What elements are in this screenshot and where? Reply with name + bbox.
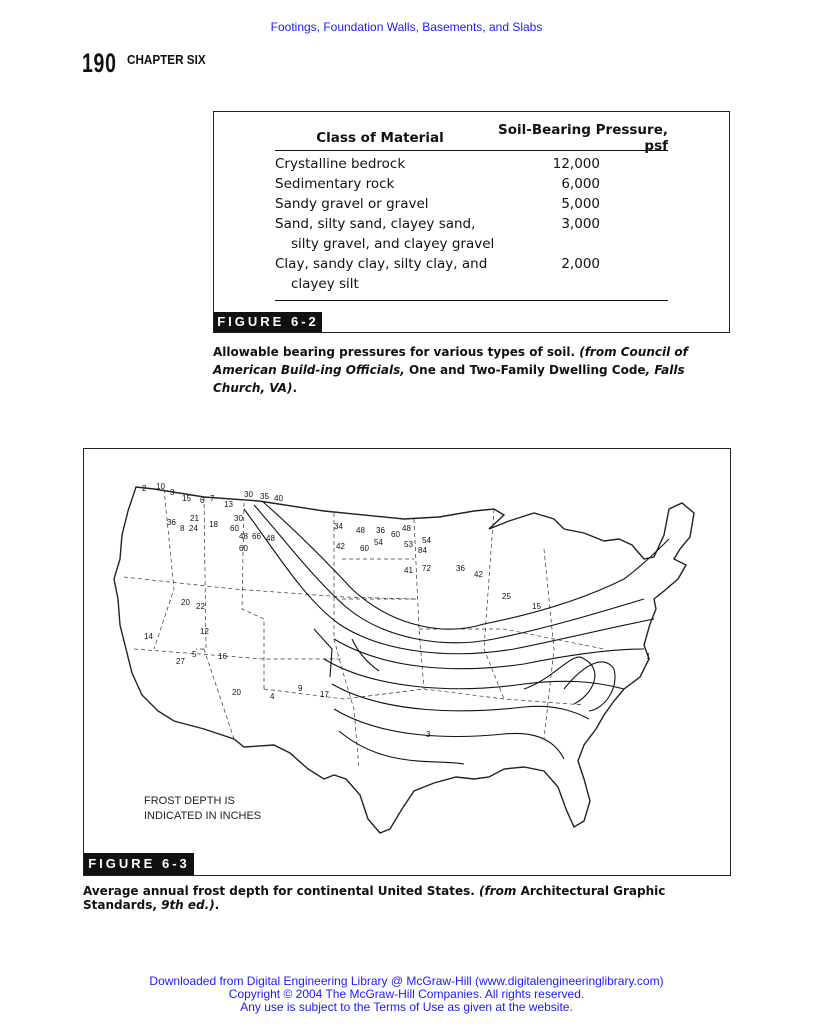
column-header-material: Class of Material [316,130,444,146]
material-text: Clay, sandy clay, silty clay, and [275,256,488,272]
depth-label: 4 [270,692,275,701]
depth-label: 9 [298,684,303,693]
table-row [275,214,668,254]
depth-label: 41 [404,566,413,575]
pressure-cell: 3,000 [561,216,600,232]
pressure-cell: 2,000 [561,256,600,272]
figure-6-3-box [83,448,731,876]
depth-label: 66 [252,532,261,541]
material-cell [275,174,505,194]
caption-lead: Allowable bearing pressures for various types of soil. [213,345,580,359]
material-text-continued: clayey silt [291,276,359,292]
depth-label: 20 [181,598,190,607]
depth-label: 60 [360,544,369,553]
material-cell [275,214,505,254]
depth-label: 5 [192,650,197,659]
footer-terms[interactable]: Any use is subject to the Terms of Use as given at the website. [240,1000,573,1014]
depth-label: 14 [144,632,153,641]
depth-label: 48 [356,526,365,535]
depth-label: 72 [422,564,431,573]
depth-label: 60 [391,530,400,539]
footer [0,975,813,1014]
depth-label: 60 [239,544,248,553]
caption-lead: Average annual frost depth for continental United States. [83,884,480,898]
depth-label: 16 [218,652,227,661]
depth-label: 22 [196,602,205,611]
map-note-line: FROST DEPTH IS [144,795,235,807]
material-text-continued: silty gravel, and clayey gravel [291,236,495,252]
chapter-title: CHAPTER SIX [127,52,206,67]
figure-6-3-caption [83,884,743,912]
depth-label: 60 [230,524,239,533]
depth-label: 36 [376,526,385,535]
figure-6-2-caption [213,343,733,397]
depth-label: 54 [374,538,383,547]
depth-label: 1 [646,652,651,661]
pressure-cell: 12,000 [552,156,600,172]
footer-copyright: Copyright © 2004 The McGraw-Hill Companies. All rights reserved. [228,987,585,1001]
depth-label: 15 [532,602,541,611]
depth-label: 12 [200,627,209,636]
depth-label: 8 [180,524,185,533]
caption-from: (from [479,884,521,898]
depth-label: 18 [209,520,218,529]
map-legend-note [144,794,261,824]
caption-source: (from Council of American Build-ing Officials, [213,345,688,377]
depth-label: 42 [474,570,483,579]
depth-label: 17 [320,690,329,699]
caption-edition: 9th ed.) [161,898,215,912]
depth-label: 6 [200,496,205,505]
caption-end: . [214,898,220,912]
depth-label: 24 [189,524,198,533]
caption-separator: , [645,363,655,377]
depth-label: 48 [402,524,411,533]
depth-label: 34 [334,522,343,531]
material-cell [275,194,505,214]
us-outline [114,487,694,833]
footer-link[interactable]: Downloaded from Digital Engineering Library @ McGraw-Hill (www.digitalengineeringlibrary.com) [149,974,664,988]
caption-book-title: One and Two-Family Dwelling Code [408,363,646,377]
depth-labels [142,482,651,739]
depth-label: 20 [232,688,241,697]
depth-label: 53 [404,540,413,549]
caption-location: Falls Church, VA) [213,363,685,395]
depth-label: 3 [170,488,175,497]
material-text: Crystalline bedrock [275,156,406,172]
depth-label: 40 [274,494,283,503]
depth-label: 54 [422,536,431,545]
table-header [275,122,668,154]
depth-label: 48 [266,534,275,543]
figure-6-3-label: FIGURE 6-3 [84,853,194,875]
depth-label: 15 [182,494,191,503]
depth-label: 30 [234,514,243,523]
depth-label: 7 [210,494,215,503]
page-number: 190 [82,48,117,78]
depth-label: 13 [224,500,233,509]
table-row [275,174,668,194]
material-text: Sandy gravel or gravel [275,196,429,212]
material-cell [275,154,505,174]
depth-label: 10 [156,482,165,491]
table-body [275,151,668,301]
depth-label: 36 [167,518,176,527]
map-note-line: INDICATED IN INCHES [144,810,262,822]
depth-label: 48 [239,532,248,541]
depth-label: 25 [502,592,511,601]
table-row [275,194,668,214]
table-row [275,254,668,294]
pressure-cell: 6,000 [561,176,600,192]
depth-label: 84 [418,546,427,555]
material-cell [275,254,505,294]
soil-bearing-table [275,122,668,301]
depth-label: 35 [260,492,269,501]
running-header-link[interactable]: Footings, Foundation Walls, Basements, and Slabs [270,20,543,34]
depth-label: 36 [456,564,465,573]
figure-6-2-label: FIGURE 6-2 [214,312,322,332]
material-text: Sand, silty sand, clayey sand, [275,216,476,232]
depth-label: 30 [244,490,253,499]
depth-label: 3 [426,730,431,739]
caption-end: . [292,381,298,395]
depth-label: 2 [142,484,147,493]
depth-label: 42 [336,542,345,551]
depth-label: 21 [190,514,199,523]
figure-6-2-box [213,111,730,333]
material-text: Sedimentary rock [275,176,395,192]
caption-book-title: Architectural Graphic Standards, [83,884,666,912]
pressure-cell: 5,000 [561,196,600,212]
table-row [275,154,668,174]
depth-label: 27 [176,657,185,666]
column-header-pressure: Soil-Bearing Pressure, psf [497,122,668,154]
